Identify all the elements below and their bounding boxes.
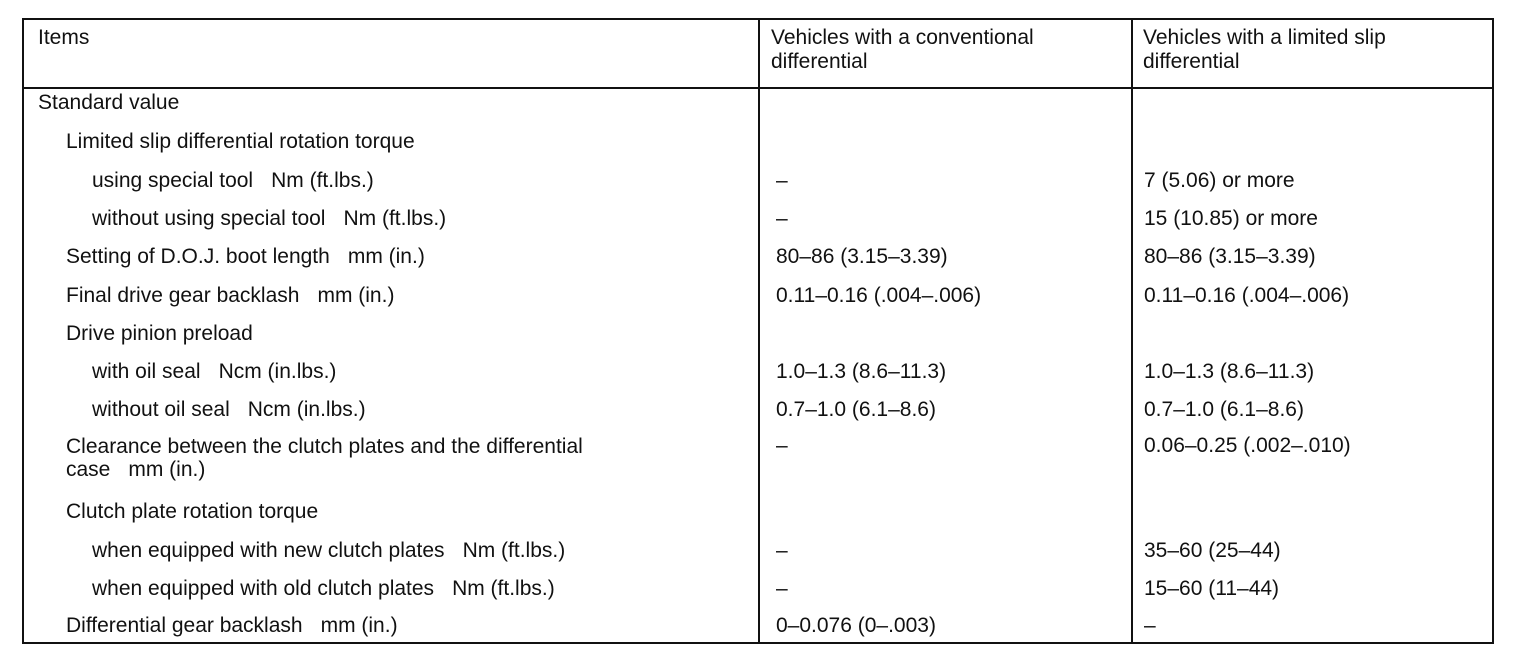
limited-slip-value: 1.0–1.3 (8.6–11.3) [1144,360,1315,383]
item-label: Clutch plate rotation torque [66,500,319,523]
spec-table [22,18,1494,644]
header-conventional: Vehicles with a conventional differential [771,26,1034,73]
limited-slip-value: 35–60 (25–44) [1144,539,1281,562]
unit-label: Nm (ft.lbs.) [343,207,447,230]
item-label: without using special tool Nm (ft.lbs.) [92,207,447,230]
table-row [24,501,1492,539]
conventional-value: 0.7–1.0 (6.1–8.6) [776,398,936,421]
table-row [24,246,1492,284]
conventional-value: – [776,577,788,600]
item-label: Clearance between the clutch plates and the differential case mm (in.) [66,435,583,481]
unit-label: Nm (ft.lbs.) [462,539,566,562]
unit-label: mm (in.) [317,284,395,307]
unit-label: Nm (ft.lbs.) [452,577,555,600]
item-label: Setting of D.O.J. boot length mm (in.) [66,245,425,268]
limited-slip-value: – [1144,614,1156,637]
item-label: Drive pinion preload [66,322,253,345]
conventional-value: – [776,169,788,192]
conventional-value: 80–86 (3.15–3.39) [776,245,948,268]
table-row [24,615,1492,653]
table-row [24,208,1492,246]
limited-slip-value: 7 (5.06) or more [1144,169,1295,192]
unit-label: mm (in.) [320,614,398,637]
table-row [24,578,1492,616]
item-label: using special tool Nm (ft.lbs.) [92,169,374,192]
item-label: Limited slip differential rotation torque [66,130,415,153]
conventional-value: 0.11–0.16 (.004–.006) [776,284,982,307]
limited-slip-value: 15 (10.85) or more [1144,207,1318,230]
unit-label: Nm (ft.lbs.) [271,169,374,192]
item-label: Differential gear backlash mm (in.) [66,614,398,637]
unit-label: mm (in.) [347,245,425,268]
table-row [24,131,1492,169]
table-row [24,540,1492,578]
conventional-value: 1.0–1.3 (8.6–11.3) [776,360,947,383]
unit-label: mm (in.) [128,458,206,481]
item-label: Standard value [38,91,180,114]
table-row [24,399,1492,437]
table-row [24,170,1492,208]
limited-slip-value: 0.06–0.25 (.002–.010) [1144,434,1351,457]
item-label: when equipped with old clutch plates Nm (ft.lbs.) [92,577,555,600]
item-label: with oil seal Ncm (in.lbs.) [92,360,337,383]
table-row [24,285,1492,323]
unit-label: Ncm (in.lbs.) [218,360,337,383]
item-label: Final drive gear backlash mm (in.) [66,284,395,307]
item-label: when equipped with new clutch plates Nm (ft.lbs.) [92,539,566,562]
conventional-value: – [776,539,788,562]
table-row [24,323,1492,361]
table-row [24,92,1492,130]
item-label: without oil seal Ncm (in.lbs.) [92,398,366,421]
table-row [24,435,1492,493]
conventional-value: – [776,434,788,457]
unit-label: Ncm (in.lbs.) [247,398,366,421]
conventional-value: – [776,207,788,230]
table-header-row [24,20,1492,89]
table-row [24,361,1492,399]
limited-slip-value: 80–86 (3.15–3.39) [1144,245,1316,268]
limited-slip-value: 15–60 (11–44) [1144,577,1280,600]
conventional-value: 0–0.076 (0–.003) [776,614,936,637]
header-limited-slip: Vehicles with a limited slip differential [1143,26,1386,73]
header-items: Items [38,26,90,49]
limited-slip-value: 0.7–1.0 (6.1–8.6) [1144,398,1304,421]
limited-slip-value: 0.11–0.16 (.004–.006) [1144,284,1350,307]
